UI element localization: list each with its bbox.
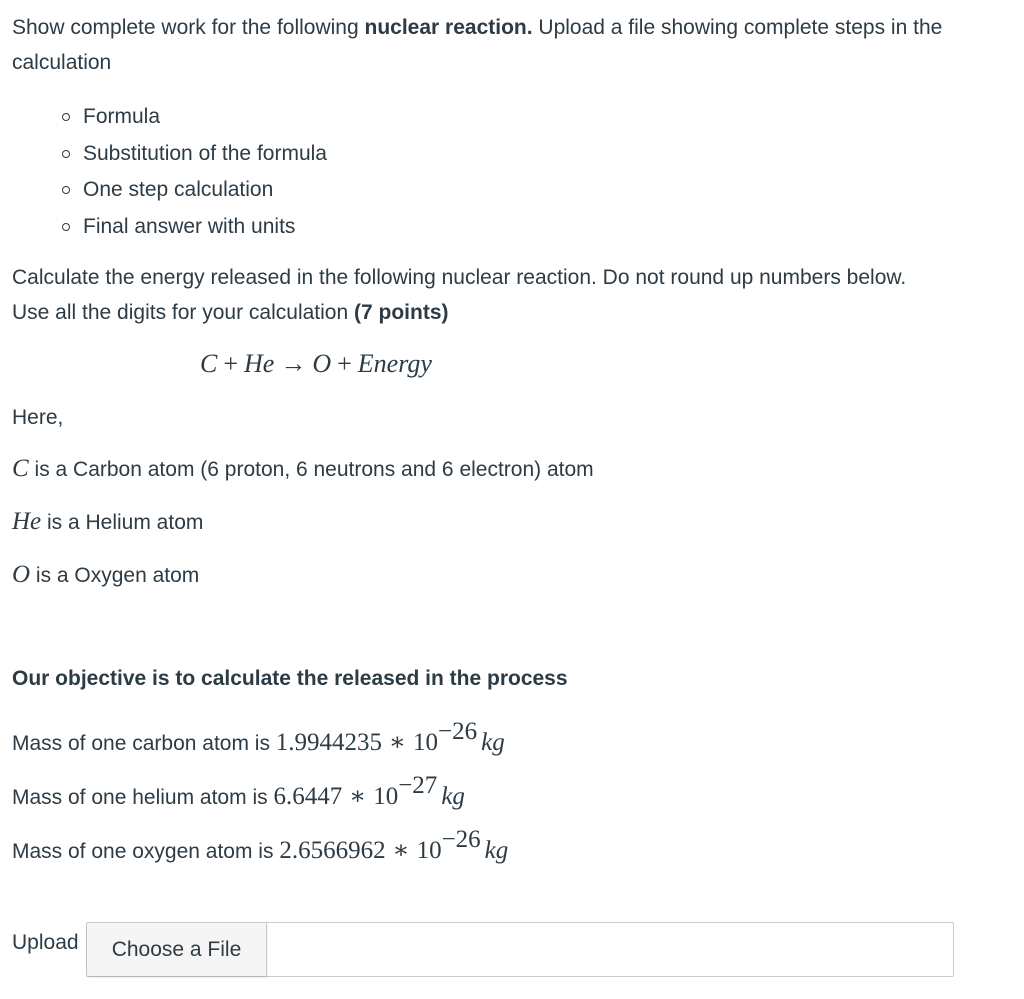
step-label: Substitution of the formula	[83, 141, 327, 165]
symbol-carbon: C	[12, 455, 29, 482]
definition-text: is a Carbon atom (6 proton, 6 neutrons and 6 electron) atom	[28, 458, 594, 481]
mass-exponent: −26	[441, 826, 481, 853]
intro-text-bold: nuclear reaction.	[364, 16, 533, 39]
mass-unit: kg	[441, 783, 465, 810]
intro-text-before: Show complete work for the following	[12, 16, 365, 39]
steps-list	[60, 99, 327, 245]
mass-carbon	[12, 714, 505, 761]
mass-base: 10	[413, 729, 439, 756]
question-line-2-text: Use all the digits for your calculation	[12, 301, 354, 324]
mass-times: ∗	[392, 837, 410, 864]
eq-helium: He	[244, 349, 275, 378]
mass-mantissa: 2.6566962	[279, 837, 386, 864]
mass-times: ∗	[389, 729, 407, 756]
list-item	[60, 209, 327, 246]
intro-line-2: calculation	[12, 51, 112, 74]
question-line-1: Calculate the energy released in the following nuclear reaction. Do not round up numbers below.	[12, 266, 907, 289]
circle-bullet-icon	[62, 113, 70, 121]
eq-arrow-icon: →	[280, 349, 307, 378]
mass-unit: kg	[484, 837, 509, 864]
symbol-helium: He	[12, 508, 42, 535]
circle-bullet-icon	[62, 186, 70, 194]
definition-helium	[12, 504, 203, 540]
file-upload-field[interactable]	[86, 922, 954, 977]
step-label: Formula	[83, 105, 161, 129]
upload-label: Upload	[12, 931, 79, 954]
intro-text-after: Upload a file showing complete steps in the	[532, 16, 943, 39]
eq-oxygen: O	[312, 349, 332, 378]
definition-text: is a Helium atom	[41, 511, 204, 534]
step-label: One step calculation	[83, 178, 274, 202]
eq-plus: +	[223, 349, 239, 378]
list-item	[60, 172, 327, 209]
mass-mantissa: 6.6447	[273, 783, 343, 810]
question-line-2	[12, 295, 449, 330]
mass-oxygen	[12, 822, 508, 869]
definition-oxygen	[12, 557, 199, 593]
mass-exponent: −26	[438, 718, 478, 745]
mass-times: ∗	[349, 783, 367, 810]
list-item	[60, 99, 327, 136]
mass-unit: kg	[481, 729, 505, 756]
mass-mantissa: 1.9944235	[275, 729, 383, 756]
mass-label: Mass of one oxygen atom is	[12, 840, 280, 863]
mass-helium	[12, 768, 465, 815]
definition-carbon	[12, 451, 594, 487]
mass-base: 10	[416, 837, 442, 864]
eq-carbon: C	[200, 349, 218, 378]
mass-base: 10	[373, 783, 399, 810]
step-label: Final answer with units	[83, 214, 296, 238]
eq-energy: Energy	[357, 349, 432, 378]
symbol-oxygen: O	[12, 561, 31, 588]
circle-bullet-icon	[62, 223, 70, 231]
circle-bullet-icon	[62, 150, 70, 158]
points-label: (7 points)	[354, 301, 449, 324]
choose-file-button[interactable]: Choose a File	[87, 923, 267, 976]
mass-label: Mass of one carbon atom is	[12, 732, 276, 755]
mass-label: Mass of one helium atom is	[12, 786, 274, 809]
here-label: Here,	[12, 406, 64, 429]
reaction-equation	[200, 347, 432, 381]
intro-line-1	[12, 10, 942, 45]
mass-exponent: −27	[398, 772, 438, 799]
definition-text: is a Oxygen atom	[30, 564, 200, 587]
list-item	[60, 136, 327, 173]
objective-heading: Our objective is to calculate the released in the process	[12, 667, 568, 690]
eq-plus: +	[337, 349, 352, 378]
